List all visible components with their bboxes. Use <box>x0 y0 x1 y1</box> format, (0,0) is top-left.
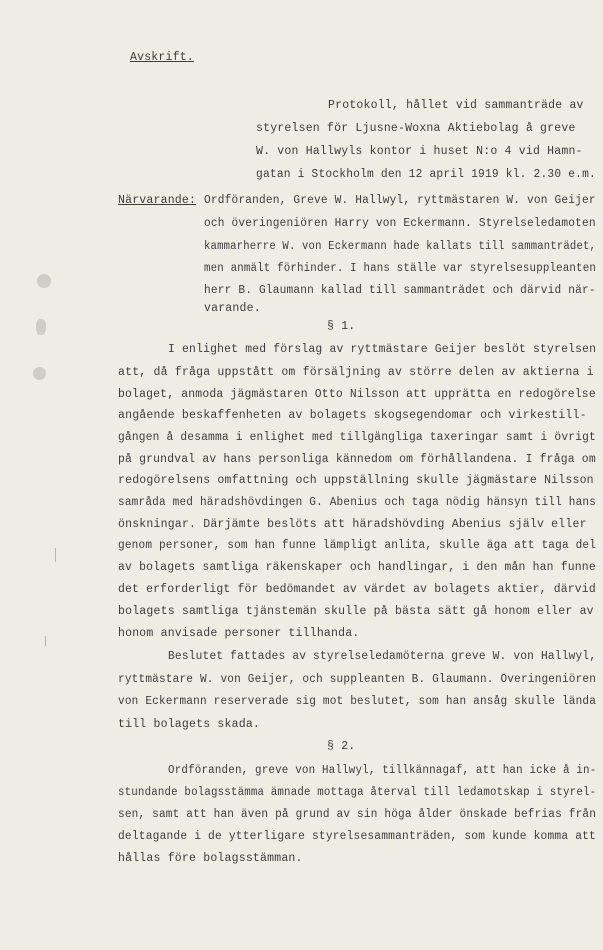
section2-title: § 2. <box>327 740 356 753</box>
section1-para2-line: von Eckermann reserverade sig mot beslutet, som han ansåg skulle lända <box>118 695 597 708</box>
intro-line: W. von Hallwyls kontor i huset N:o 4 vid Hamn- <box>256 145 583 158</box>
section1-line: redogörelsens omfattning och uppställning skulle jägmästare Nilsson <box>118 474 594 487</box>
section1-title: § 1. <box>327 320 356 333</box>
intro-line: gatan i Stockholm den 12 april 1919 kl. 2.30 e.m. <box>256 168 596 181</box>
attendance-line: herr B. Glaumann kallad till sammanträdet och därvid när- <box>204 284 596 297</box>
section1-line: I enlighet med förslag av ryttmästare Geijer beslöt styrelsen <box>168 343 597 356</box>
section2-line: stundande bolagsstämma ämnade mottaga återval till ledamotskap i styrel- <box>118 786 597 799</box>
section2-line: Ordföranden, greve von Hallwyl, tillkännagaf, att han icke å in- <box>168 764 597 777</box>
intro-line: styrelsen för Ljusne-Woxna Aktiebolag å greve <box>256 122 576 135</box>
section2-line: deltagande i de ytterligare styrelsesammanträden, som kunde komma att <box>118 830 596 843</box>
intro-line: Protokoll, hållet vid sammanträde av <box>328 99 584 112</box>
attendance-line: varande. <box>204 302 261 315</box>
section1-line: att, då fråga uppstått om försäljning av större delen av aktierna i <box>118 366 594 379</box>
section1-para2-line: ryttmästare W. von Geijer, och suppleanten B. Glaumann. Överingeniören <box>118 673 597 686</box>
section1-line: av bolagets samtliga räkenskaper och handlingar, i den mån han funne <box>118 561 596 574</box>
margin-mark <box>45 636 46 646</box>
attendance-label: Närvarande: <box>118 194 197 207</box>
section1-line: angående beskaffenheten av bolagets skogsegendomar och virkestill- <box>118 409 587 422</box>
section1-line: samråda med häradshövdingen G. Abenius och taga nödig hänsyn till hans <box>118 496 597 509</box>
section2-line: hållas före bolagsstämman. <box>118 852 303 865</box>
attendance-line: Ordföranden, Greve W. Hallwyl, ryttmästaren W. von Geijer <box>204 194 596 207</box>
section1-line: bolagets samtliga tjänstemän skulle på bästa sätt gå honom eller av <box>118 605 594 618</box>
section1-line: önskningar. Därjämte beslöts att häradshövding Abenius själv eller <box>118 518 587 531</box>
attendance-line: kammarherre W. von Eckermann hade kallats till sammanträdet, <box>204 240 597 253</box>
section1-para2-line: till bolagets skada. <box>118 718 261 731</box>
heading: Avskrift. <box>130 51 194 64</box>
punch-hole-middle <box>36 319 46 335</box>
section2-line: sen, samt att han även på grund av sin höga ålder önskade befrias från <box>118 808 597 821</box>
attendance-line: men anmält förhinder. I hans ställe var styrelsesuppleanten <box>204 262 596 275</box>
section1-line: på grundval av hans personliga kännedom om förhållandena. I fråga om <box>118 453 596 466</box>
section1-line: gången å desamma i enlighet med tillgängliga taxeringar samt i övrigt <box>118 431 596 444</box>
margin-mark <box>55 548 56 562</box>
section1-line: honom anvisade personer tillhanda. <box>118 627 360 640</box>
punch-hole-top <box>37 274 51 288</box>
section1-line: bolaget, anmoda jägmästaren Otto Nilsson att upprätta en redogörelse <box>118 388 596 401</box>
section1-line: genom personer, som han funne lämpligt anlita, skulle äga att taga del <box>118 539 597 552</box>
section1-para2-line: Beslutet fattades av styrelseledamöterna greve W. von Hallwyl, <box>168 650 597 663</box>
section1-line: det erforderligt för bedömandet av värdet av bolagets aktier, därvid <box>118 583 596 596</box>
attendance-line: och överingeniören Harry von Eckermann. Styrelseledamoten <box>204 217 596 230</box>
punch-hole-bottom <box>33 367 46 380</box>
